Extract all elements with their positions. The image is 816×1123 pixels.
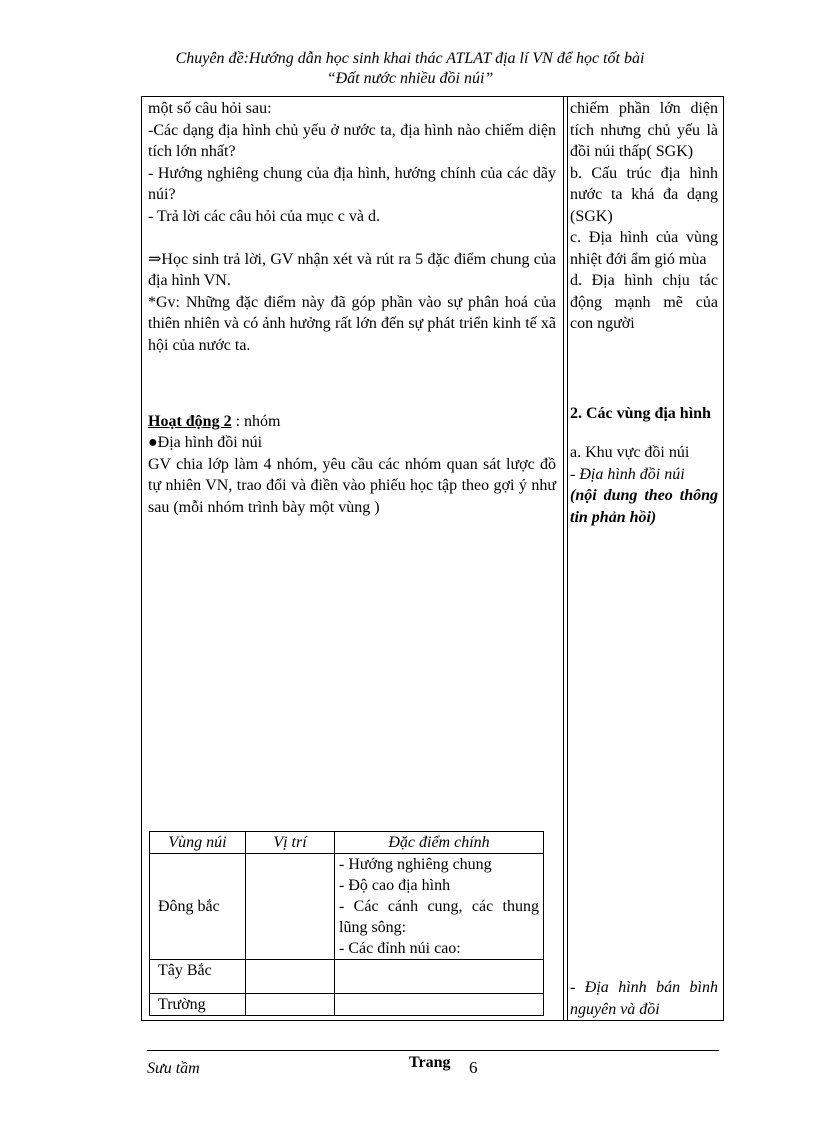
feature-item: - Các cánh cung, các thung lũng sông: [339,898,539,936]
feature-item: - Hướng nghiêng chung [339,856,492,873]
content-d: d. Địa hình chịu tác động mạnh mẽ của con người [570,272,718,332]
feature-item: - Độ cao địa hình [339,877,451,894]
column-divider [563,97,568,1020]
header-features: Đặc điểm chính [335,832,544,854]
region-name: Tây Bắc [150,960,246,994]
activity-2-heading [148,411,556,433]
region-name: Đông bắc [150,854,246,960]
feature-item: - Các đỉnh núi cao: [339,940,461,957]
question-2: - Hướng nghiêng chung của địa hình, hướng chính của các dãy núi? [148,164,556,203]
student-answer-text: ⇒Học sinh trả lời, GV nhận xét và rút ra 5 đặc điểm chung của địa hình VN. [148,250,556,289]
question-1: -Các dạng địa hình chủ yếu ở nước ta, địa hình nào chiếm diện tích lớn nhất? [148,121,556,160]
worksheet-header-row [150,832,544,854]
content-a-continued: chiếm phần lớn diện tích nhưng chủ yếu là đồi núi thấp( SGK) [570,100,718,160]
content-c: c. Địa hình của vùng nhiệt đới ẩm gió mùa [570,229,718,268]
table-row [150,960,544,994]
region-position [246,960,335,994]
header-position: Vị trí [246,832,335,854]
table-row [150,994,544,1016]
region-features [335,854,544,960]
region-features [335,960,544,994]
footer-divider [147,1050,719,1051]
intro-text: một số câu hỏi sau: [148,100,272,117]
terrain-heading: ●Địa hình đồi núi [148,434,263,451]
activity-2-suffix: : nhóm [231,412,281,430]
plateau-terrain-text: - Địa hình bán bình nguyên và đồi [570,979,718,1018]
teacher-student-activity-column [148,98,556,518]
worksheet-table [149,831,544,1016]
content-b: b. Cấu trúc địa hình nước ta khá đa dạng (SGK) [570,164,718,225]
teacher-note: *Gv: Những đặc điểm này đã góp phần vào sự phân hoá của thiên nhiên và có ảnh hưởng rất lớn đến sự phát triển kinh tế xã hội của nước ta. [148,293,556,354]
header-line-2: “Đất nước nhiều đồi núi” [326,70,494,87]
section-2-heading: 2. Các vùng địa hình [570,404,711,422]
region-name: Trường [150,994,246,1016]
region-position [246,854,335,960]
section-2a-terrain: - Địa hình đồi núi [570,465,685,483]
header-region: Vùng núi [150,832,246,854]
page-header [130,49,690,89]
question-3: - Trả lời các câu hỏi của mục c và d. [148,207,380,225]
activity-2-title: Hoạt động 2 [148,412,232,430]
table-row [150,854,544,960]
region-position [246,994,335,1016]
main-content-column [570,98,718,528]
header-line-1: Chuyên đề:Hướng dẫn học sinh khai thác ATLAT địa lí VN để học tốt bài [175,50,645,67]
region-features [335,994,544,1016]
lesson-table [141,96,724,1021]
section-2a: a. Khu vực đồi núi [570,444,690,461]
footer-page-label: Trang [409,1054,451,1071]
group-task-instruction: GV chia lớp làm 4 nhóm, yêu cầu các nhóm quan sát lược đồ tự nhiên VN, trao đổi và điền vào phiếu học tập theo gợi ý như sau (mỗi nhóm trình bày một vùng ) [148,455,556,516]
footer-source: Sưu tầm [147,1060,200,1077]
footer-page-number: 6 [469,1058,478,1077]
section-2a-note: (nội dung theo thông tin phản hồi) [570,487,718,526]
